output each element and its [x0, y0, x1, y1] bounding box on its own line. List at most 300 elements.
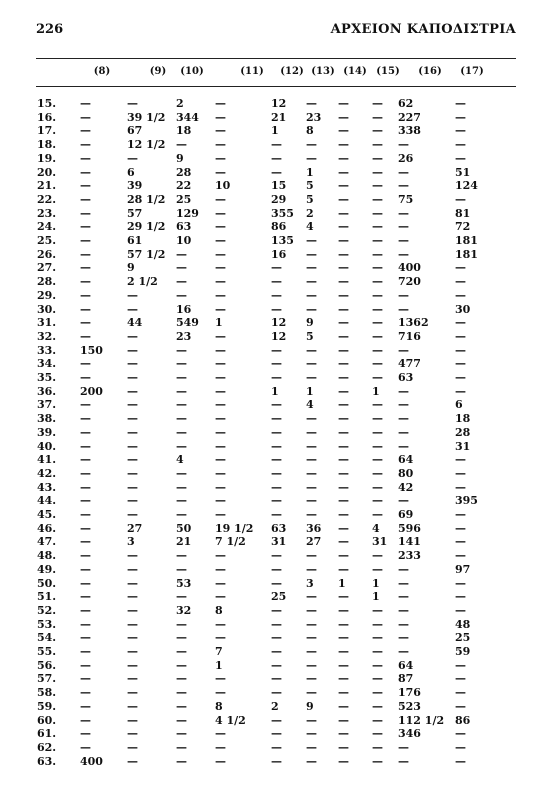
empty-dash-cell: —: [176, 384, 187, 398]
empty-dash-cell: —: [215, 508, 226, 521]
empty-dash-cell: —: [176, 590, 187, 604]
empty-dash-cell: —: [127, 508, 138, 521]
value-cell: 1: [372, 590, 380, 604]
empty-dash-cell: —: [127, 371, 138, 384]
empty-dash-cell: —: [338, 631, 349, 645]
column-header: (14): [343, 66, 367, 77]
empty-dash-cell: —: [306, 603, 317, 617]
value-cell: 12 1/2: [127, 138, 166, 152]
row-number: 16.: [37, 110, 57, 124]
empty-dash-cell: —: [455, 316, 466, 330]
empty-dash-cell: —: [338, 603, 349, 617]
empty-dash-cell: —: [127, 617, 138, 631]
empty-dash-cell: —: [176, 247, 187, 261]
empty-dash-cell: —: [398, 220, 409, 234]
empty-dash-cell: —: [80, 138, 91, 152]
row-number: 41.: [37, 453, 57, 467]
empty-dash-cell: —: [455, 699, 466, 713]
empty-dash-cell: —: [271, 302, 282, 316]
value-cell: 39: [127, 179, 143, 193]
empty-dash-cell: —: [398, 562, 409, 576]
empty-dash-cell: —: [338, 261, 349, 275]
row-number: 53.: [37, 617, 57, 631]
value-cell: 4: [372, 521, 380, 535]
empty-dash-cell: —: [271, 275, 282, 289]
empty-dash-cell: —: [398, 234, 409, 247]
empty-dash-cell: —: [271, 453, 282, 467]
empty-dash-cell: —: [338, 549, 349, 563]
empty-dash-cell: —: [372, 686, 383, 700]
empty-dash-cell: —: [271, 508, 282, 521]
empty-dash-cell: —: [215, 590, 226, 604]
value-cell: 5: [306, 179, 314, 193]
empty-dash-cell: —: [306, 549, 317, 563]
empty-dash-cell: —: [80, 275, 91, 289]
value-cell: 61: [127, 234, 143, 247]
value-cell: 63: [176, 220, 192, 234]
value-cell: 86: [455, 713, 471, 727]
empty-dash-cell: —: [338, 371, 349, 384]
empty-dash-cell: —: [455, 603, 466, 617]
empty-dash-cell: —: [398, 603, 409, 617]
empty-dash-cell: —: [372, 275, 383, 289]
column-header: (11): [240, 66, 264, 77]
empty-dash-cell: —: [215, 151, 226, 165]
empty-dash-cell: —: [215, 740, 226, 754]
row-number: 56.: [37, 658, 57, 672]
empty-dash-cell: —: [372, 288, 383, 302]
empty-dash-cell: —: [271, 686, 282, 700]
row-number: 45.: [37, 508, 57, 521]
value-cell: 12: [271, 97, 287, 110]
empty-dash-cell: —: [127, 740, 138, 754]
empty-dash-cell: —: [176, 727, 187, 741]
empty-dash-cell: —: [338, 316, 349, 330]
empty-dash-cell: —: [215, 398, 226, 412]
empty-dash-cell: —: [215, 302, 226, 316]
empty-dash-cell: —: [271, 261, 282, 275]
value-cell: 2: [271, 699, 279, 713]
empty-dash-cell: —: [338, 138, 349, 152]
empty-dash-cell: —: [80, 672, 91, 686]
value-cell: 27: [127, 521, 143, 535]
empty-dash-cell: —: [215, 494, 226, 508]
empty-dash-cell: —: [398, 754, 409, 768]
value-cell: 23: [176, 329, 192, 343]
empty-dash-cell: —: [455, 124, 466, 138]
value-cell: 63: [398, 371, 414, 384]
empty-dash-cell: —: [271, 165, 282, 179]
empty-dash-cell: —: [372, 645, 383, 658]
empty-dash-cell: —: [338, 151, 349, 165]
empty-dash-cell: —: [271, 398, 282, 412]
value-cell: 25: [455, 631, 471, 645]
empty-dash-cell: —: [80, 549, 91, 563]
empty-dash-cell: —: [127, 658, 138, 672]
empty-dash-cell: —: [398, 740, 409, 754]
empty-dash-cell: —: [338, 288, 349, 302]
value-cell: 129: [176, 206, 199, 220]
empty-dash-cell: —: [80, 261, 91, 275]
empty-dash-cell: —: [215, 220, 226, 234]
empty-dash-cell: —: [176, 658, 187, 672]
row-number: 62.: [37, 740, 57, 754]
value-cell: 63: [271, 521, 287, 535]
empty-dash-cell: —: [306, 590, 317, 604]
empty-dash-cell: —: [398, 179, 409, 193]
empty-dash-cell: —: [127, 713, 138, 727]
column-header: (15): [376, 66, 400, 77]
value-cell: 64: [398, 453, 414, 467]
empty-dash-cell: —: [306, 740, 317, 754]
empty-dash-cell: —: [306, 412, 317, 426]
value-cell: 50: [176, 521, 192, 535]
empty-dash-cell: —: [455, 97, 466, 110]
empty-dash-cell: —: [338, 165, 349, 179]
value-cell: 10: [215, 179, 231, 193]
value-cell: 32: [176, 603, 192, 617]
empty-dash-cell: —: [215, 549, 226, 563]
value-cell: 716: [398, 329, 421, 343]
row-number: 28.: [37, 275, 57, 289]
empty-dash-cell: —: [455, 686, 466, 700]
empty-dash-cell: —: [372, 165, 383, 179]
empty-dash-cell: —: [338, 412, 349, 426]
value-cell: 97: [455, 562, 471, 576]
empty-dash-cell: —: [80, 480, 91, 494]
empty-dash-cell: —: [271, 480, 282, 494]
empty-dash-cell: —: [398, 645, 409, 658]
empty-dash-cell: —: [80, 713, 91, 727]
row-number: 34.: [37, 357, 57, 371]
value-cell: 150: [80, 343, 103, 357]
empty-dash-cell: —: [127, 645, 138, 658]
value-cell: 57 1/2: [127, 247, 166, 261]
empty-dash-cell: —: [176, 645, 187, 658]
empty-dash-cell: —: [80, 179, 91, 193]
empty-dash-cell: —: [176, 398, 187, 412]
value-cell: 9: [306, 699, 314, 713]
value-cell: 31: [372, 535, 388, 549]
empty-dash-cell: —: [80, 576, 91, 590]
empty-dash-cell: —: [398, 384, 409, 398]
empty-dash-cell: —: [398, 138, 409, 152]
empty-dash-cell: —: [455, 357, 466, 371]
column-header: (8): [93, 66, 111, 77]
empty-dash-cell: —: [372, 316, 383, 330]
empty-dash-cell: —: [127, 727, 138, 741]
empty-dash-cell: —: [455, 151, 466, 165]
value-cell: 9: [306, 316, 314, 330]
value-cell: 400: [398, 261, 421, 275]
value-cell: 9: [176, 151, 184, 165]
empty-dash-cell: —: [338, 727, 349, 741]
value-cell: 124: [455, 179, 478, 193]
empty-dash-cell: —: [80, 658, 91, 672]
value-cell: 3: [306, 576, 314, 590]
empty-dash-cell: —: [215, 727, 226, 741]
empty-dash-cell: —: [271, 658, 282, 672]
empty-dash-cell: —: [372, 549, 383, 563]
value-cell: 141: [398, 535, 421, 549]
row-number: 43.: [37, 480, 57, 494]
empty-dash-cell: —: [455, 138, 466, 152]
empty-dash-cell: —: [372, 343, 383, 357]
row-number: 38.: [37, 412, 57, 426]
value-cell: 42: [398, 480, 414, 494]
empty-dash-cell: —: [372, 699, 383, 713]
empty-dash-cell: —: [215, 617, 226, 631]
value-cell: 1: [271, 384, 279, 398]
empty-dash-cell: —: [215, 247, 226, 261]
row-number: 49.: [37, 562, 57, 576]
empty-dash-cell: —: [372, 508, 383, 521]
empty-dash-cell: —: [338, 740, 349, 754]
empty-dash-cell: —: [306, 343, 317, 357]
empty-dash-cell: —: [372, 151, 383, 165]
empty-dash-cell: —: [455, 590, 466, 604]
empty-dash-cell: —: [338, 686, 349, 700]
row-number: 54.: [37, 631, 57, 645]
column-header: (12): [280, 66, 304, 77]
row-number: 63.: [37, 754, 57, 768]
empty-dash-cell: —: [306, 562, 317, 576]
empty-dash-cell: —: [176, 412, 187, 426]
empty-dash-cell: —: [306, 302, 317, 316]
empty-dash-cell: —: [80, 494, 91, 508]
empty-dash-cell: —: [338, 494, 349, 508]
empty-dash-cell: —: [306, 138, 317, 152]
empty-dash-cell: —: [80, 371, 91, 384]
value-cell: 8: [215, 603, 223, 617]
empty-dash-cell: —: [306, 466, 317, 480]
empty-dash-cell: —: [80, 740, 91, 754]
value-cell: 477: [398, 357, 421, 371]
row-number: 44.: [37, 494, 57, 508]
empty-dash-cell: —: [127, 425, 138, 439]
empty-dash-cell: —: [306, 713, 317, 727]
empty-dash-cell: —: [215, 384, 226, 398]
empty-dash-cell: —: [80, 535, 91, 549]
empty-dash-cell: —: [338, 521, 349, 535]
empty-dash-cell: —: [372, 727, 383, 741]
value-cell: 22: [176, 179, 192, 193]
empty-dash-cell: —: [338, 713, 349, 727]
empty-dash-cell: —: [127, 412, 138, 426]
empty-dash-cell: —: [215, 562, 226, 576]
empty-dash-cell: —: [176, 631, 187, 645]
empty-dash-cell: —: [80, 97, 91, 110]
empty-dash-cell: —: [215, 138, 226, 152]
value-cell: 9: [127, 261, 135, 275]
empty-dash-cell: —: [338, 220, 349, 234]
empty-dash-cell: —: [80, 316, 91, 330]
empty-dash-cell: —: [271, 288, 282, 302]
empty-dash-cell: —: [127, 343, 138, 357]
empty-dash-cell: —: [338, 466, 349, 480]
empty-dash-cell: —: [271, 562, 282, 576]
empty-dash-cell: —: [271, 412, 282, 426]
empty-dash-cell: —: [338, 658, 349, 672]
empty-dash-cell: —: [215, 412, 226, 426]
row-number: 60.: [37, 713, 57, 727]
running-title: ΑΡΧΕΙΟΝ ΚΑΠΟΔΙΣΤΡΙΑ: [330, 22, 516, 37]
empty-dash-cell: —: [338, 206, 349, 220]
empty-dash-cell: —: [176, 425, 187, 439]
row-number: 61.: [37, 727, 57, 741]
empty-dash-cell: —: [127, 672, 138, 686]
row-number: 29.: [37, 288, 57, 302]
value-cell: 720: [398, 275, 421, 289]
empty-dash-cell: —: [127, 549, 138, 563]
empty-dash-cell: —: [398, 343, 409, 357]
empty-dash-cell: —: [271, 740, 282, 754]
value-cell: 8: [306, 124, 314, 138]
empty-dash-cell: —: [372, 192, 383, 206]
empty-dash-cell: —: [271, 713, 282, 727]
empty-dash-cell: —: [338, 480, 349, 494]
empty-dash-cell: —: [455, 275, 466, 289]
empty-dash-cell: —: [372, 658, 383, 672]
empty-dash-cell: —: [271, 549, 282, 563]
value-cell: 596: [398, 521, 421, 535]
empty-dash-cell: —: [80, 508, 91, 521]
value-cell: 200: [80, 384, 103, 398]
empty-dash-cell: —: [455, 508, 466, 521]
empty-dash-cell: —: [176, 562, 187, 576]
value-cell: 15: [271, 179, 287, 193]
empty-dash-cell: —: [455, 371, 466, 384]
value-cell: 44: [127, 316, 143, 330]
empty-dash-cell: —: [372, 562, 383, 576]
value-cell: 1: [306, 165, 314, 179]
empty-dash-cell: —: [176, 617, 187, 631]
empty-dash-cell: —: [398, 302, 409, 316]
empty-dash-cell: —: [80, 151, 91, 165]
empty-dash-cell: —: [338, 453, 349, 467]
empty-dash-cell: —: [372, 425, 383, 439]
empty-dash-cell: —: [306, 234, 317, 247]
column-header: (13): [311, 66, 335, 77]
empty-dash-cell: —: [215, 672, 226, 686]
value-cell: 16: [176, 302, 192, 316]
empty-dash-cell: —: [372, 631, 383, 645]
empty-dash-cell: —: [80, 727, 91, 741]
empty-dash-cell: —: [306, 617, 317, 631]
empty-dash-cell: —: [215, 686, 226, 700]
empty-dash-cell: —: [455, 740, 466, 754]
empty-dash-cell: —: [306, 261, 317, 275]
empty-dash-cell: —: [215, 425, 226, 439]
empty-dash-cell: —: [215, 110, 226, 124]
empty-dash-cell: —: [372, 480, 383, 494]
value-cell: 6: [127, 165, 135, 179]
empty-dash-cell: —: [306, 151, 317, 165]
empty-dash-cell: —: [176, 357, 187, 371]
empty-dash-cell: —: [372, 138, 383, 152]
column-header: (17): [460, 66, 484, 77]
page-header: [36, 22, 516, 42]
value-cell: 12: [271, 316, 287, 330]
empty-dash-cell: —: [127, 302, 138, 316]
row-number: 22.: [37, 192, 57, 206]
empty-dash-cell: —: [398, 247, 409, 261]
empty-dash-cell: —: [455, 466, 466, 480]
empty-dash-cell: —: [176, 686, 187, 700]
empty-dash-cell: —: [80, 590, 91, 604]
empty-dash-cell: —: [372, 466, 383, 480]
empty-dash-cell: —: [215, 234, 226, 247]
empty-dash-cell: —: [80, 398, 91, 412]
empty-dash-cell: —: [215, 631, 226, 645]
column-header: (10): [180, 66, 204, 77]
empty-dash-cell: —: [306, 275, 317, 289]
value-cell: 18: [455, 412, 471, 426]
empty-dash-cell: —: [127, 603, 138, 617]
row-number: 18.: [37, 138, 57, 152]
empty-dash-cell: —: [127, 699, 138, 713]
empty-dash-cell: —: [372, 713, 383, 727]
empty-dash-cell: —: [306, 494, 317, 508]
empty-dash-cell: —: [80, 562, 91, 576]
empty-dash-cell: —: [338, 110, 349, 124]
empty-dash-cell: —: [271, 754, 282, 768]
value-cell: 1: [271, 124, 279, 138]
row-number: 36.: [37, 384, 57, 398]
value-cell: 112 1/2: [398, 713, 445, 727]
empty-dash-cell: —: [127, 631, 138, 645]
value-cell: 10: [176, 234, 192, 247]
value-cell: 338: [398, 124, 421, 138]
value-cell: 1362: [398, 316, 429, 330]
empty-dash-cell: —: [455, 192, 466, 206]
empty-dash-cell: —: [271, 603, 282, 617]
value-cell: 18: [176, 124, 192, 138]
empty-dash-cell: —: [271, 439, 282, 453]
empty-dash-cell: —: [215, 206, 226, 220]
empty-dash-cell: —: [372, 754, 383, 768]
empty-dash-cell: —: [176, 275, 187, 289]
empty-dash-cell: —: [127, 576, 138, 590]
empty-dash-cell: —: [372, 439, 383, 453]
value-cell: 28: [455, 425, 471, 439]
empty-dash-cell: —: [338, 329, 349, 343]
row-number: 46.: [37, 521, 57, 535]
empty-dash-cell: —: [372, 97, 383, 110]
empty-dash-cell: —: [127, 562, 138, 576]
row-number: 31.: [37, 316, 57, 330]
empty-dash-cell: —: [80, 617, 91, 631]
empty-dash-cell: —: [306, 658, 317, 672]
empty-dash-cell: —: [372, 412, 383, 426]
empty-dash-cell: —: [306, 288, 317, 302]
empty-dash-cell: —: [176, 740, 187, 754]
row-number: 17.: [37, 124, 57, 138]
value-cell: 53: [176, 576, 192, 590]
value-cell: 400: [80, 754, 103, 768]
empty-dash-cell: —: [455, 480, 466, 494]
empty-dash-cell: —: [127, 329, 138, 343]
empty-dash-cell: —: [398, 576, 409, 590]
empty-dash-cell: —: [271, 343, 282, 357]
empty-dash-cell: —: [338, 398, 349, 412]
value-cell: 4 1/2: [215, 713, 246, 727]
empty-dash-cell: —: [80, 603, 91, 617]
empty-dash-cell: —: [372, 494, 383, 508]
empty-dash-cell: —: [372, 398, 383, 412]
value-cell: 549: [176, 316, 199, 330]
empty-dash-cell: —: [271, 151, 282, 165]
